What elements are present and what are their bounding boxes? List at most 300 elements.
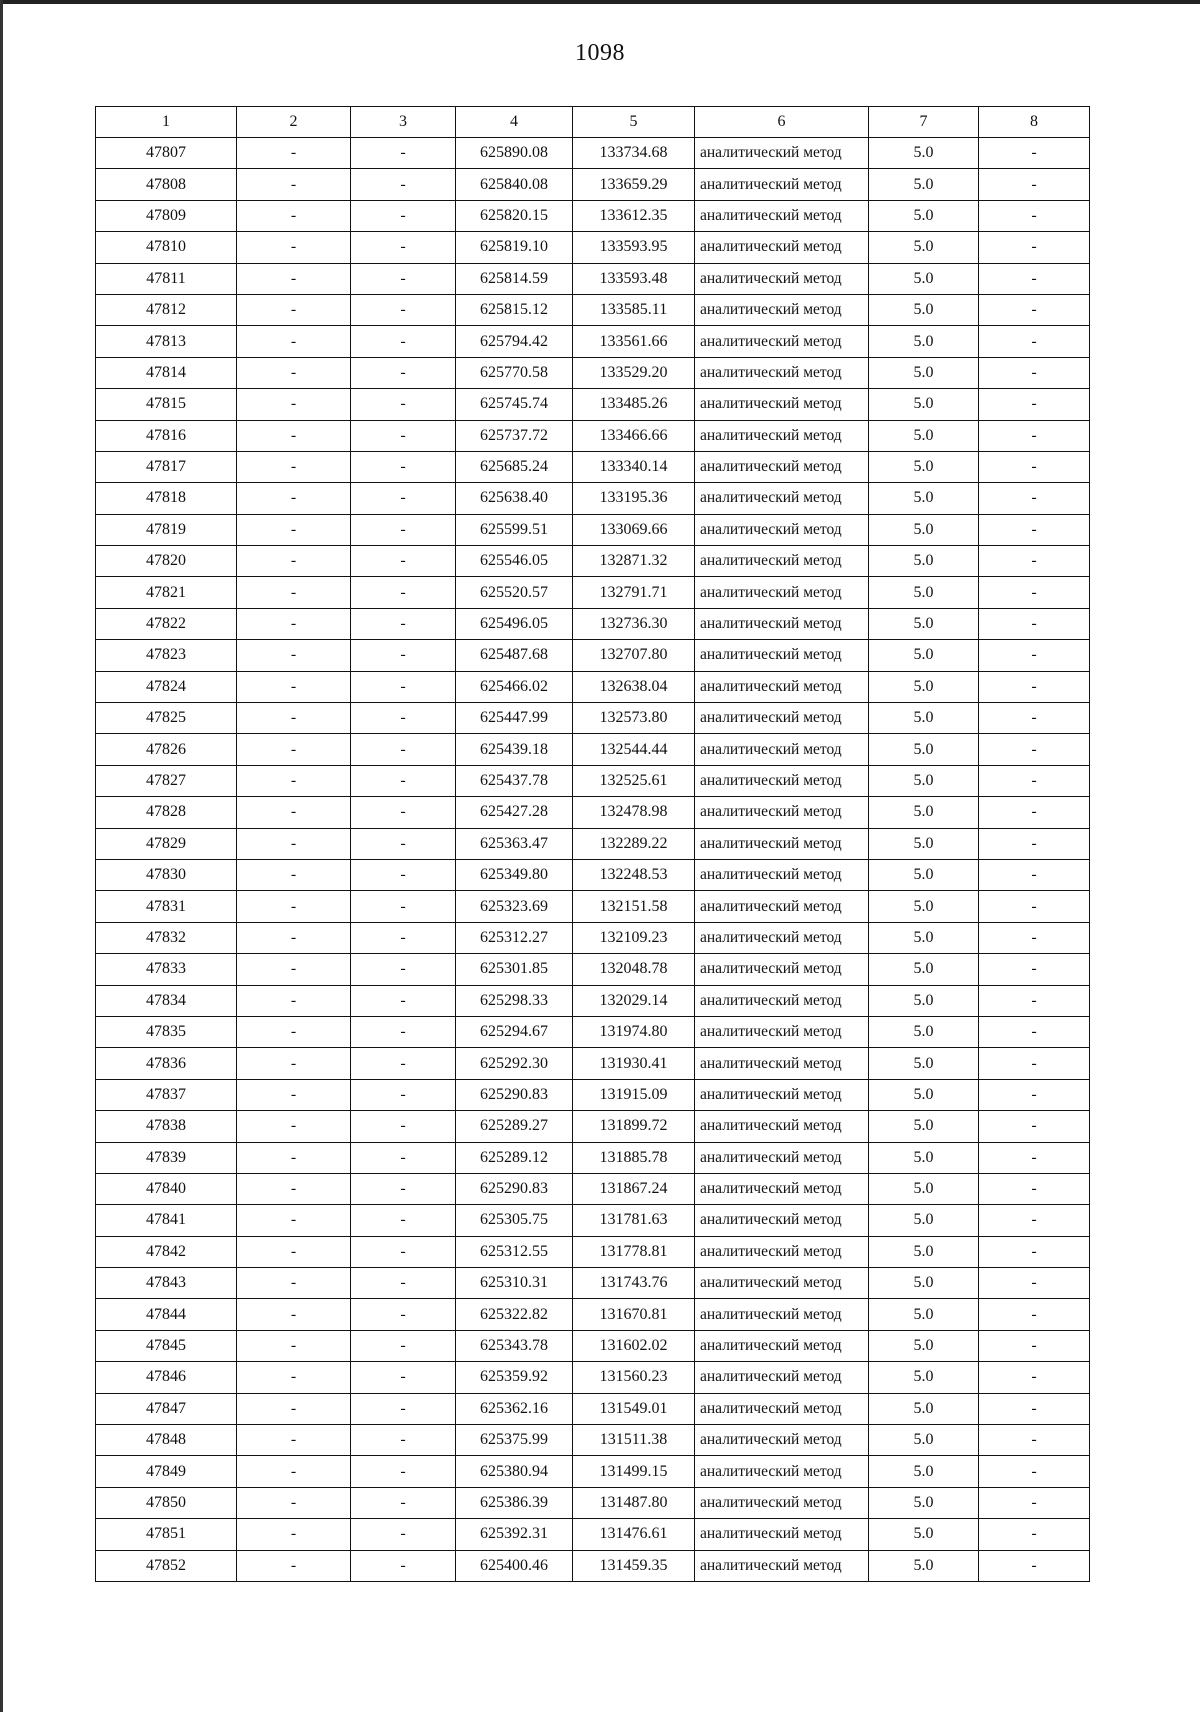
table-row xyxy=(96,797,1090,828)
col-8-value-cell: - xyxy=(979,797,1090,828)
col-8-value-cell: - xyxy=(979,859,1090,890)
x-coordinate-cell: 625546.05 xyxy=(456,546,573,577)
accuracy-cell: 5.0 xyxy=(869,294,979,325)
col-8-value-cell: - xyxy=(979,1079,1090,1110)
x-coordinate-cell: 625439.18 xyxy=(456,734,573,765)
col-8-value-cell: - xyxy=(979,922,1090,953)
col-3-value-cell: - xyxy=(351,232,456,263)
col-2-value-cell: - xyxy=(237,703,351,734)
col-2-value-cell: - xyxy=(237,1079,351,1110)
y-coordinate-cell: 133593.95 xyxy=(573,232,695,263)
point-number-cell: 47817 xyxy=(96,451,237,482)
y-coordinate-cell: 132573.80 xyxy=(573,703,695,734)
y-coordinate-cell: 131899.72 xyxy=(573,1111,695,1142)
accuracy-cell: 5.0 xyxy=(869,1205,979,1236)
x-coordinate-cell: 625770.58 xyxy=(456,357,573,388)
table-row xyxy=(96,326,1090,357)
method-cell: аналитический метод xyxy=(695,797,869,828)
point-number-cell: 47827 xyxy=(96,765,237,796)
method-cell: аналитический метод xyxy=(695,546,869,577)
method-cell: аналитический метод xyxy=(695,1550,869,1581)
col-2-value-cell: - xyxy=(237,985,351,1016)
accuracy-cell: 5.0 xyxy=(869,232,979,263)
col-3-value-cell: - xyxy=(351,1393,456,1424)
col-3-value-cell: - xyxy=(351,608,456,639)
table-row xyxy=(96,1456,1090,1487)
point-number-cell: 47819 xyxy=(96,514,237,545)
point-number-cell: 47852 xyxy=(96,1550,237,1581)
method-cell: аналитический метод xyxy=(695,1456,869,1487)
x-coordinate-cell: 625301.85 xyxy=(456,954,573,985)
col-2-value-cell: - xyxy=(237,169,351,200)
table-header-row xyxy=(96,107,1090,138)
point-number-cell: 47845 xyxy=(96,1330,237,1361)
table-row xyxy=(96,1425,1090,1456)
x-coordinate-cell: 625305.75 xyxy=(456,1205,573,1236)
col-3-value-cell: - xyxy=(351,954,456,985)
method-cell: аналитический метод xyxy=(695,294,869,325)
col-2-value-cell: - xyxy=(237,389,351,420)
x-coordinate-cell: 625310.31 xyxy=(456,1268,573,1299)
col-8-value-cell: - xyxy=(979,138,1090,169)
col-2-value-cell: - xyxy=(237,326,351,357)
col-2-value-cell: - xyxy=(237,1048,351,1079)
accuracy-cell: 5.0 xyxy=(869,1016,979,1047)
point-number-cell: 47820 xyxy=(96,546,237,577)
accuracy-cell: 5.0 xyxy=(869,1425,979,1456)
x-coordinate-cell: 625819.10 xyxy=(456,232,573,263)
point-number-cell: 47840 xyxy=(96,1173,237,1204)
point-number-cell: 47821 xyxy=(96,577,237,608)
table-body xyxy=(96,138,1090,1582)
table-row xyxy=(96,671,1090,702)
y-coordinate-cell: 131511.38 xyxy=(573,1425,695,1456)
col-3-value-cell: - xyxy=(351,200,456,231)
x-coordinate-cell: 625289.27 xyxy=(456,1111,573,1142)
accuracy-cell: 5.0 xyxy=(869,734,979,765)
accuracy-cell: 5.0 xyxy=(869,828,979,859)
accuracy-cell: 5.0 xyxy=(869,389,979,420)
column-header-6: 6 xyxy=(695,107,869,138)
method-cell: аналитический метод xyxy=(695,514,869,545)
col-3-value-cell: - xyxy=(351,859,456,890)
table-row xyxy=(96,138,1090,169)
col-8-value-cell: - xyxy=(979,1362,1090,1393)
col-8-value-cell: - xyxy=(979,1550,1090,1581)
y-coordinate-cell: 132289.22 xyxy=(573,828,695,859)
col-8-value-cell: - xyxy=(979,1299,1090,1330)
point-number-cell: 47814 xyxy=(96,357,237,388)
method-cell: аналитический метод xyxy=(695,138,869,169)
x-coordinate-cell: 625794.42 xyxy=(456,326,573,357)
y-coordinate-cell: 132707.80 xyxy=(573,640,695,671)
col-8-value-cell: - xyxy=(979,200,1090,231)
column-header-8: 8 xyxy=(979,107,1090,138)
y-coordinate-cell: 132871.32 xyxy=(573,546,695,577)
col-3-value-cell: - xyxy=(351,765,456,796)
method-cell: аналитический метод xyxy=(695,859,869,890)
table-row xyxy=(96,451,1090,482)
method-cell: аналитический метод xyxy=(695,828,869,859)
col-8-value-cell: - xyxy=(979,954,1090,985)
table-row xyxy=(96,1519,1090,1550)
col-8-value-cell: - xyxy=(979,1425,1090,1456)
col-8-value-cell: - xyxy=(979,1205,1090,1236)
accuracy-cell: 5.0 xyxy=(869,922,979,953)
x-coordinate-cell: 625323.69 xyxy=(456,891,573,922)
method-cell: аналитический метод xyxy=(695,326,869,357)
point-number-cell: 47851 xyxy=(96,1519,237,1550)
y-coordinate-cell: 131974.80 xyxy=(573,1016,695,1047)
x-coordinate-cell: 625312.55 xyxy=(456,1236,573,1267)
col-3-value-cell: - xyxy=(351,1173,456,1204)
col-8-value-cell: - xyxy=(979,985,1090,1016)
point-number-cell: 47837 xyxy=(96,1079,237,1110)
col-3-value-cell: - xyxy=(351,1048,456,1079)
col-2-value-cell: - xyxy=(237,200,351,231)
table-row xyxy=(96,608,1090,639)
col-2-value-cell: - xyxy=(237,1173,351,1204)
x-coordinate-cell: 625599.51 xyxy=(456,514,573,545)
col-3-value-cell: - xyxy=(351,1519,456,1550)
accuracy-cell: 5.0 xyxy=(869,1268,979,1299)
method-cell: аналитический метод xyxy=(695,1299,869,1330)
table-row xyxy=(96,232,1090,263)
method-cell: аналитический метод xyxy=(695,420,869,451)
x-coordinate-cell: 625322.82 xyxy=(456,1299,573,1330)
table-row xyxy=(96,922,1090,953)
x-coordinate-cell: 625447.99 xyxy=(456,703,573,734)
col-2-value-cell: - xyxy=(237,483,351,514)
method-cell: аналитический метод xyxy=(695,922,869,953)
x-coordinate-cell: 625392.31 xyxy=(456,1519,573,1550)
col-8-value-cell: - xyxy=(979,703,1090,734)
method-cell: аналитический метод xyxy=(695,954,869,985)
accuracy-cell: 5.0 xyxy=(869,514,979,545)
x-coordinate-cell: 625520.57 xyxy=(456,577,573,608)
col-8-value-cell: - xyxy=(979,1393,1090,1424)
col-8-value-cell: - xyxy=(979,1016,1090,1047)
table-row xyxy=(96,1362,1090,1393)
col-8-value-cell: - xyxy=(979,263,1090,294)
accuracy-cell: 5.0 xyxy=(869,703,979,734)
method-cell: аналитический метод xyxy=(695,232,869,263)
y-coordinate-cell: 131930.41 xyxy=(573,1048,695,1079)
col-3-value-cell: - xyxy=(351,1205,456,1236)
accuracy-cell: 5.0 xyxy=(869,263,979,294)
col-2-value-cell: - xyxy=(237,546,351,577)
y-coordinate-cell: 133593.48 xyxy=(573,263,695,294)
method-cell: аналитический метод xyxy=(695,765,869,796)
accuracy-cell: 5.0 xyxy=(869,985,979,1016)
col-3-value-cell: - xyxy=(351,1456,456,1487)
table-row xyxy=(96,859,1090,890)
y-coordinate-cell: 131778.81 xyxy=(573,1236,695,1267)
col-3-value-cell: - xyxy=(351,169,456,200)
y-coordinate-cell: 131885.78 xyxy=(573,1142,695,1173)
col-8-value-cell: - xyxy=(979,389,1090,420)
accuracy-cell: 5.0 xyxy=(869,138,979,169)
col-2-value-cell: - xyxy=(237,514,351,545)
table-row xyxy=(96,1268,1090,1299)
col-8-value-cell: - xyxy=(979,1111,1090,1142)
y-coordinate-cell: 131499.15 xyxy=(573,1456,695,1487)
x-coordinate-cell: 625466.02 xyxy=(456,671,573,702)
table-row xyxy=(96,389,1090,420)
col-2-value-cell: - xyxy=(237,734,351,765)
point-number-cell: 47830 xyxy=(96,859,237,890)
accuracy-cell: 5.0 xyxy=(869,483,979,514)
col-8-value-cell: - xyxy=(979,1487,1090,1518)
table-row xyxy=(96,1487,1090,1518)
column-header-3: 3 xyxy=(351,107,456,138)
col-3-value-cell: - xyxy=(351,1550,456,1581)
method-cell: аналитический метод xyxy=(695,671,869,702)
left-border-line xyxy=(0,0,3,1712)
column-header-1: 1 xyxy=(96,107,237,138)
y-coordinate-cell: 131459.35 xyxy=(573,1550,695,1581)
y-coordinate-cell: 133485.26 xyxy=(573,389,695,420)
accuracy-cell: 5.0 xyxy=(869,1456,979,1487)
col-3-value-cell: - xyxy=(351,828,456,859)
col-2-value-cell: - xyxy=(237,1299,351,1330)
table-row xyxy=(96,1236,1090,1267)
method-cell: аналитический метод xyxy=(695,577,869,608)
column-header-2: 2 xyxy=(237,107,351,138)
col-3-value-cell: - xyxy=(351,420,456,451)
method-cell: аналитический метод xyxy=(695,1393,869,1424)
y-coordinate-cell: 131549.01 xyxy=(573,1393,695,1424)
y-coordinate-cell: 133659.29 xyxy=(573,169,695,200)
col-3-value-cell: - xyxy=(351,640,456,671)
x-coordinate-cell: 625343.78 xyxy=(456,1330,573,1361)
point-number-cell: 47813 xyxy=(96,326,237,357)
col-3-value-cell: - xyxy=(351,514,456,545)
col-3-value-cell: - xyxy=(351,1330,456,1361)
method-cell: аналитический метод xyxy=(695,451,869,482)
method-cell: аналитический метод xyxy=(695,608,869,639)
col-3-value-cell: - xyxy=(351,577,456,608)
y-coordinate-cell: 131476.61 xyxy=(573,1519,695,1550)
x-coordinate-cell: 625437.78 xyxy=(456,765,573,796)
method-cell: аналитический метод xyxy=(695,389,869,420)
table-row xyxy=(96,200,1090,231)
x-coordinate-cell: 625290.83 xyxy=(456,1079,573,1110)
col-2-value-cell: - xyxy=(237,859,351,890)
x-coordinate-cell: 625427.28 xyxy=(456,797,573,828)
col-8-value-cell: - xyxy=(979,169,1090,200)
col-3-value-cell: - xyxy=(351,1299,456,1330)
accuracy-cell: 5.0 xyxy=(869,1487,979,1518)
col-2-value-cell: - xyxy=(237,294,351,325)
col-2-value-cell: - xyxy=(237,1330,351,1361)
point-number-cell: 47850 xyxy=(96,1487,237,1518)
method-cell: аналитический метод xyxy=(695,1362,869,1393)
col-2-value-cell: - xyxy=(237,451,351,482)
method-cell: аналитический метод xyxy=(695,1016,869,1047)
col-3-value-cell: - xyxy=(351,703,456,734)
y-coordinate-cell: 133069.66 xyxy=(573,514,695,545)
table-row xyxy=(96,1205,1090,1236)
x-coordinate-cell: 625312.27 xyxy=(456,922,573,953)
table-row xyxy=(96,1330,1090,1361)
accuracy-cell: 5.0 xyxy=(869,357,979,388)
y-coordinate-cell: 132791.71 xyxy=(573,577,695,608)
col-2-value-cell: - xyxy=(237,671,351,702)
col-2-value-cell: - xyxy=(237,1205,351,1236)
page-number: 1098 xyxy=(575,40,625,66)
point-number-cell: 47831 xyxy=(96,891,237,922)
method-cell: аналитический метод xyxy=(695,169,869,200)
col-8-value-cell: - xyxy=(979,326,1090,357)
col-3-value-cell: - xyxy=(351,451,456,482)
y-coordinate-cell: 132638.04 xyxy=(573,671,695,702)
col-2-value-cell: - xyxy=(237,1236,351,1267)
accuracy-cell: 5.0 xyxy=(869,1079,979,1110)
col-2-value-cell: - xyxy=(237,420,351,451)
accuracy-cell: 5.0 xyxy=(869,577,979,608)
method-cell: аналитический метод xyxy=(695,1048,869,1079)
accuracy-cell: 5.0 xyxy=(869,859,979,890)
method-cell: аналитический метод xyxy=(695,1330,869,1361)
top-border-line xyxy=(0,0,1200,4)
x-coordinate-cell: 625737.72 xyxy=(456,420,573,451)
col-2-value-cell: - xyxy=(237,828,351,859)
point-number-cell: 47812 xyxy=(96,294,237,325)
col-2-value-cell: - xyxy=(237,232,351,263)
point-number-cell: 47838 xyxy=(96,1111,237,1142)
method-cell: аналитический метод xyxy=(695,357,869,388)
y-coordinate-cell: 133585.11 xyxy=(573,294,695,325)
x-coordinate-cell: 625362.16 xyxy=(456,1393,573,1424)
table-row xyxy=(96,828,1090,859)
coordinates-table xyxy=(95,106,1090,1582)
method-cell: аналитический метод xyxy=(695,640,869,671)
col-8-value-cell: - xyxy=(979,828,1090,859)
col-8-value-cell: - xyxy=(979,420,1090,451)
y-coordinate-cell: 131915.09 xyxy=(573,1079,695,1110)
table-row xyxy=(96,263,1090,294)
table-row xyxy=(96,294,1090,325)
col-2-value-cell: - xyxy=(237,922,351,953)
col-8-value-cell: - xyxy=(979,357,1090,388)
accuracy-cell: 5.0 xyxy=(869,1330,979,1361)
accuracy-cell: 5.0 xyxy=(869,1142,979,1173)
y-coordinate-cell: 132048.78 xyxy=(573,954,695,985)
x-coordinate-cell: 625349.80 xyxy=(456,859,573,890)
col-3-value-cell: - xyxy=(351,1268,456,1299)
accuracy-cell: 5.0 xyxy=(869,1550,979,1581)
col-2-value-cell: - xyxy=(237,1362,351,1393)
table-row xyxy=(96,954,1090,985)
point-number-cell: 47810 xyxy=(96,232,237,263)
method-cell: аналитический метод xyxy=(695,1268,869,1299)
x-coordinate-cell: 625840.08 xyxy=(456,169,573,200)
accuracy-cell: 5.0 xyxy=(869,1299,979,1330)
y-coordinate-cell: 132478.98 xyxy=(573,797,695,828)
y-coordinate-cell: 131560.23 xyxy=(573,1362,695,1393)
col-8-value-cell: - xyxy=(979,891,1090,922)
x-coordinate-cell: 625289.12 xyxy=(456,1142,573,1173)
y-coordinate-cell: 131867.24 xyxy=(573,1173,695,1204)
table-row xyxy=(96,357,1090,388)
x-coordinate-cell: 625292.30 xyxy=(456,1048,573,1079)
col-3-value-cell: - xyxy=(351,1079,456,1110)
col-3-value-cell: - xyxy=(351,483,456,514)
x-coordinate-cell: 625814.59 xyxy=(456,263,573,294)
point-number-cell: 47844 xyxy=(96,1299,237,1330)
col-8-value-cell: - xyxy=(979,514,1090,545)
y-coordinate-cell: 131781.63 xyxy=(573,1205,695,1236)
y-coordinate-cell: 133466.66 xyxy=(573,420,695,451)
accuracy-cell: 5.0 xyxy=(869,1236,979,1267)
y-coordinate-cell: 131602.02 xyxy=(573,1330,695,1361)
col-3-value-cell: - xyxy=(351,734,456,765)
x-coordinate-cell: 625380.94 xyxy=(456,1456,573,1487)
x-coordinate-cell: 625363.47 xyxy=(456,828,573,859)
method-cell: аналитический метод xyxy=(695,1205,869,1236)
y-coordinate-cell: 133561.66 xyxy=(573,326,695,357)
y-coordinate-cell: 132736.30 xyxy=(573,608,695,639)
col-8-value-cell: - xyxy=(979,671,1090,702)
col-3-value-cell: - xyxy=(351,263,456,294)
col-2-value-cell: - xyxy=(237,640,351,671)
method-cell: аналитический метод xyxy=(695,891,869,922)
point-number-cell: 47815 xyxy=(96,389,237,420)
col-8-value-cell: - xyxy=(979,294,1090,325)
x-coordinate-cell: 625638.40 xyxy=(456,483,573,514)
point-number-cell: 47829 xyxy=(96,828,237,859)
method-cell: аналитический метод xyxy=(695,1487,869,1518)
col-3-value-cell: - xyxy=(351,1362,456,1393)
y-coordinate-cell: 132525.61 xyxy=(573,765,695,796)
col-3-value-cell: - xyxy=(351,294,456,325)
column-header-7: 7 xyxy=(869,107,979,138)
col-3-value-cell: - xyxy=(351,1111,456,1142)
y-coordinate-cell: 132109.23 xyxy=(573,922,695,953)
col-2-value-cell: - xyxy=(237,577,351,608)
x-coordinate-cell: 625298.33 xyxy=(456,985,573,1016)
method-cell: аналитический метод xyxy=(695,200,869,231)
accuracy-cell: 5.0 xyxy=(869,1393,979,1424)
col-3-value-cell: - xyxy=(351,891,456,922)
point-number-cell: 47811 xyxy=(96,263,237,294)
accuracy-cell: 5.0 xyxy=(869,326,979,357)
col-2-value-cell: - xyxy=(237,1268,351,1299)
y-coordinate-cell: 132151.58 xyxy=(573,891,695,922)
table-row xyxy=(96,577,1090,608)
x-coordinate-cell: 625294.67 xyxy=(456,1016,573,1047)
point-number-cell: 47809 xyxy=(96,200,237,231)
col-2-value-cell: - xyxy=(237,1425,351,1456)
accuracy-cell: 5.0 xyxy=(869,546,979,577)
col-3-value-cell: - xyxy=(351,797,456,828)
point-number-cell: 47808 xyxy=(96,169,237,200)
point-number-cell: 47822 xyxy=(96,608,237,639)
y-coordinate-cell: 133529.20 xyxy=(573,357,695,388)
point-number-cell: 47843 xyxy=(96,1268,237,1299)
col-8-value-cell: - xyxy=(979,765,1090,796)
col-3-value-cell: - xyxy=(351,546,456,577)
col-8-value-cell: - xyxy=(979,483,1090,514)
point-number-cell: 47833 xyxy=(96,954,237,985)
col-2-value-cell: - xyxy=(237,1487,351,1518)
point-number-cell: 47828 xyxy=(96,797,237,828)
col-2-value-cell: - xyxy=(237,891,351,922)
accuracy-cell: 5.0 xyxy=(869,671,979,702)
table-row xyxy=(96,765,1090,796)
method-cell: аналитический метод xyxy=(695,703,869,734)
